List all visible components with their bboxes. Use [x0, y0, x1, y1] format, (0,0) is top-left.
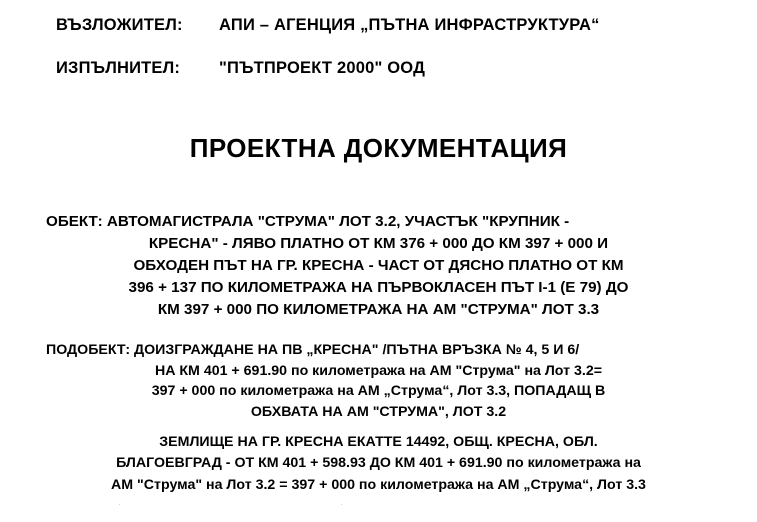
- subobject-block: [46, 340, 711, 422]
- object-block: [46, 211, 711, 321]
- document-title: ПРОЕКТНА ДОКУМЕНТАЦИЯ: [189, 133, 568, 163]
- subobject-line: ПОДОБЕКТ: ДОИЗГРАЖДАНЕ НА ПВ „КРЕСНА" /ПЪТНА ВРЪЗКА № 4, 5 И 6/: [46, 342, 580, 358]
- assignor-row: [56, 16, 600, 35]
- land-block: [46, 432, 711, 496]
- subobject-line: ОБХВАТА НА АМ "СТРУМА", ЛОТ 3.2: [250, 403, 507, 420]
- contractor-label: ИЗПЪЛНИТЕЛ:: [56, 59, 181, 77]
- object-line: КРЕСНА" - ЛЯВО ПЛАТНО ОТ КМ 376 + 000 ДО КМ 397 + 000 И: [148, 235, 609, 253]
- subobject-line: НА КМ 401 + 691.90 по километража на АМ "Струма" на Лот 3.2=: [154, 362, 603, 379]
- land-line: АМ "Струма" на Лот 3.2 = 397 + 000 по километража на АМ „Струма“, Лот 3.3: [111, 476, 646, 493]
- land-line: ЗЕМЛИЩЕ НА ГР. КРЕСНА ЕКАТТЕ 14492, ОБЩ. КРЕСНА, ОБЛ.: [159, 434, 598, 450]
- scan-artifact-left: ·: [118, 500, 122, 511]
- assignor-value: АПИ – АГЕНЦИЯ „ПЪТНА ИНФРАСТРУКТУРА“: [219, 16, 600, 34]
- object-line: ОБЕКТ: АВТОМАГИСТРАЛА "СТРУМА" ЛОТ 3.2, УЧАСТЪК "КРУПНИК -: [46, 213, 570, 230]
- contractor-row: [56, 59, 425, 78]
- land-line: БЛАГОЕВГРАД - ОТ КМ 401 + 598.93 ДО КМ 401 + 691.90 по километража на: [116, 455, 641, 472]
- object-line: ОБХОДЕН ПЪТ НА ГР. КРЕСНА - ЧАСТ ОТ ДЯСНО ПЛАТНО ОТ КМ: [133, 257, 624, 275]
- scan-artifact-mid: ·: [340, 500, 344, 511]
- assignor-label: ВЪЗЛОЖИТЕЛ:: [56, 16, 183, 34]
- object-line: 396 + 137 ПО КИЛОМЕТРАЖА НА ПЪРВОКЛАСЕН ПЪТ I-1 (Е 79) ДО: [128, 279, 629, 297]
- subobject-line: 397 + 000 по километража на АМ „Струма“, Лот 3.3, ПОПАДАЩ В: [151, 383, 606, 400]
- contractor-value: "ПЪТПРОЕКТ 2000" ООД: [219, 59, 426, 77]
- object-line: КМ 397 + 000 ПО КИЛОМЕТРАЖА НА АМ "СТРУМА" ЛОТ 3.3: [157, 301, 600, 319]
